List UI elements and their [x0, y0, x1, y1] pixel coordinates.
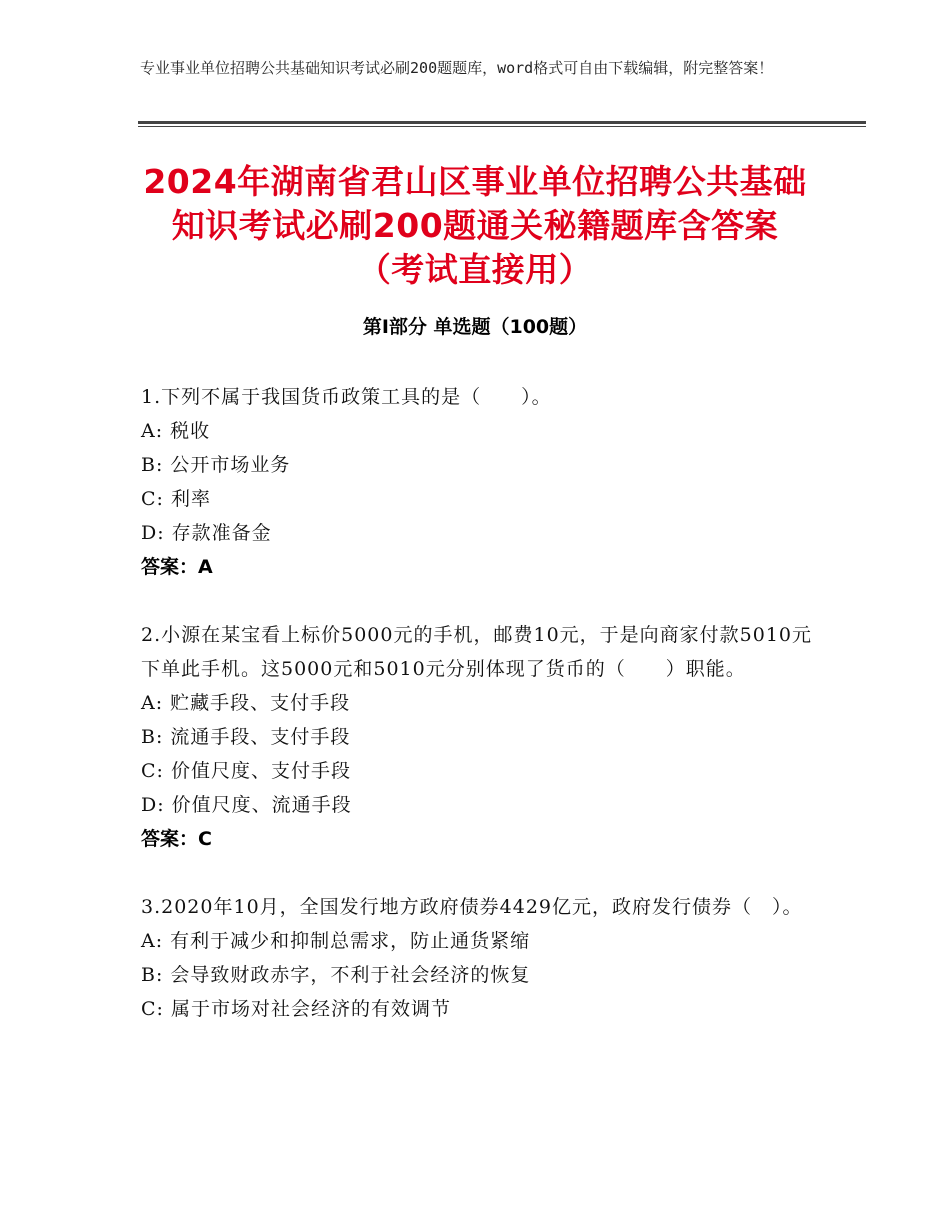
header-divider-thin [138, 126, 866, 127]
option-c: C: 利率 [141, 488, 211, 510]
answer-line: 答案：A [141, 556, 213, 578]
question-item [141, 380, 821, 584]
question-stem: 1.下列不属于我国货币政策工具的是（ ）。 [141, 386, 552, 408]
question-item [141, 890, 821, 1026]
option-c: C: 价值尺度、支付手段 [141, 760, 351, 782]
option-b: B: 流通手段、支付手段 [141, 726, 351, 748]
answer-line: 答案：C [141, 828, 212, 850]
document-title [120, 160, 830, 292]
option-b: B: 公开市场业务 [141, 454, 291, 476]
section-heading: 第Ⅰ部分 单选题（100题） [362, 316, 588, 338]
title-line-1: 2024年湖南省君山区事业单位招聘公共基础 [143, 162, 807, 201]
option-a: A: 贮藏手段、支付手段 [141, 692, 351, 714]
title-line-2: 知识考试必刷200题通关秘籍题库含答案 [171, 206, 779, 245]
header-divider-thick [138, 121, 866, 124]
question-list [141, 380, 821, 1060]
option-b: B: 会导致财政赤字，不利于社会经济的恢复 [141, 964, 531, 986]
question-stem: 2.小源在某宝看上标价5000元的手机，邮费10元，于是向商家付款5010元下单此手机。这5000元和5010元分别体现了货币的（ ）职能。 [141, 624, 813, 680]
page-header: 专业事业单位招聘公共基础知识考试必刷200题题库，word格式可自由下载编辑，附完整答案！ [140, 59, 774, 77]
question-item [141, 618, 821, 856]
option-d: D: 价值尺度、流通手段 [141, 794, 352, 816]
option-d: D: 存款准备金 [141, 522, 272, 544]
title-line-3: （考试直接用） [357, 250, 593, 289]
option-a: A: 有利于减少和抑制总需求，防止通货紧缩 [141, 930, 531, 952]
question-stem: 3.2020年10月，全国发行地方政府债券4429亿元，政府发行债券（ ）。 [141, 896, 803, 918]
option-c: C: 属于市场对社会经济的有效调节 [141, 998, 451, 1020]
option-a: A: 税收 [141, 420, 211, 442]
